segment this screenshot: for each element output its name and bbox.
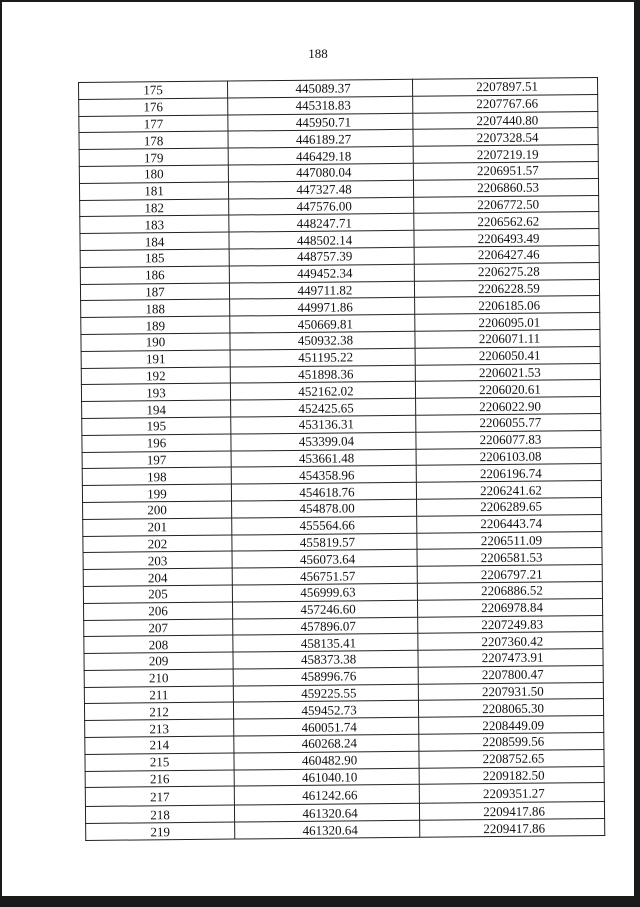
x-coordinate-cell: 453136.31 bbox=[231, 415, 416, 434]
point-number-cell: 198 bbox=[82, 467, 231, 485]
y-coordinate-cell: 2207473.91 bbox=[418, 649, 603, 668]
point-number-cell: 213 bbox=[85, 719, 234, 737]
y-coordinate-cell: 2206493.49 bbox=[414, 229, 599, 248]
point-number-cell: 210 bbox=[84, 669, 233, 687]
point-number-cell: 211 bbox=[84, 686, 233, 704]
point-number-cell: 180 bbox=[79, 165, 228, 183]
x-coordinate-cell: 455564.66 bbox=[232, 516, 417, 535]
coordinates-table bbox=[78, 77, 605, 841]
x-coordinate-cell: 454878.00 bbox=[232, 499, 417, 518]
point-number-cell: 205 bbox=[83, 585, 232, 603]
point-number-cell: 217 bbox=[85, 787, 234, 807]
y-coordinate-cell: 2206021.53 bbox=[415, 363, 600, 382]
document-page bbox=[2, 2, 634, 900]
point-number-cell: 179 bbox=[79, 148, 228, 166]
x-coordinate-cell: 456999.63 bbox=[232, 583, 417, 602]
x-coordinate-cell: 446429.18 bbox=[228, 146, 413, 165]
x-coordinate-cell: 458373.38 bbox=[233, 650, 418, 669]
y-coordinate-cell: 2209417.86 bbox=[419, 802, 604, 821]
y-coordinate-cell: 2208065.30 bbox=[418, 699, 603, 718]
y-coordinate-cell: 2206196.74 bbox=[416, 464, 601, 483]
x-coordinate-cell: 458996.76 bbox=[233, 667, 418, 686]
x-coordinate-cell: 455819.57 bbox=[232, 533, 417, 552]
point-number-cell: 207 bbox=[84, 619, 233, 637]
y-coordinate-cell: 2206241.62 bbox=[416, 481, 601, 500]
x-coordinate-cell: 446189.27 bbox=[228, 130, 413, 149]
point-number-cell: 178 bbox=[79, 131, 228, 149]
y-coordinate-cell: 2206022.90 bbox=[416, 397, 601, 416]
y-coordinate-cell: 2208599.56 bbox=[419, 733, 604, 752]
point-number-cell: 209 bbox=[84, 652, 233, 670]
point-number-cell: 206 bbox=[84, 602, 233, 620]
x-coordinate-cell: 457246.60 bbox=[232, 600, 417, 619]
x-coordinate-cell: 447576.00 bbox=[229, 197, 414, 216]
y-coordinate-cell: 2207360.42 bbox=[418, 632, 603, 651]
y-coordinate-cell: 2206020.61 bbox=[415, 380, 600, 399]
point-number-cell: 188 bbox=[81, 299, 230, 317]
x-coordinate-cell: 450932.38 bbox=[230, 331, 415, 350]
point-number-cell: 175 bbox=[79, 81, 228, 99]
x-coordinate-cell: 452425.65 bbox=[231, 398, 416, 417]
point-number-cell: 192 bbox=[81, 367, 230, 385]
y-coordinate-cell: 2206562.62 bbox=[414, 212, 599, 231]
x-coordinate-cell: 448502.14 bbox=[229, 230, 414, 249]
y-coordinate-cell: 2206978.84 bbox=[417, 598, 602, 617]
y-coordinate-cell: 2206228.59 bbox=[414, 279, 599, 298]
x-coordinate-cell: 454358.96 bbox=[231, 466, 416, 485]
y-coordinate-cell: 2207897.51 bbox=[412, 78, 597, 97]
point-number-cell: 184 bbox=[80, 232, 229, 250]
point-number-cell: 189 bbox=[81, 316, 230, 334]
x-coordinate-cell: 459452.73 bbox=[233, 701, 418, 720]
point-number-cell: 176 bbox=[79, 98, 228, 116]
x-coordinate-cell: 447080.04 bbox=[228, 163, 413, 182]
point-number-cell: 199 bbox=[82, 484, 231, 502]
x-coordinate-cell: 460268.24 bbox=[234, 734, 419, 753]
x-coordinate-cell: 445950.71 bbox=[228, 113, 413, 132]
y-coordinate-cell: 2206886.52 bbox=[417, 581, 602, 600]
x-coordinate-cell: 452162.02 bbox=[230, 382, 415, 401]
y-coordinate-cell: 2206511.09 bbox=[417, 531, 602, 550]
y-coordinate-cell: 2206071.11 bbox=[415, 329, 600, 348]
y-coordinate-cell: 2206055.77 bbox=[416, 413, 601, 432]
y-coordinate-cell: 2206427.46 bbox=[414, 245, 599, 264]
coordinates-table-wrapper bbox=[78, 77, 591, 841]
point-number-cell: 197 bbox=[82, 451, 231, 469]
x-coordinate-cell: 456751.57 bbox=[232, 566, 417, 585]
x-coordinate-cell: 451195.22 bbox=[230, 348, 415, 367]
y-coordinate-cell: 2207219.19 bbox=[413, 145, 598, 164]
point-number-cell: 195 bbox=[82, 417, 231, 435]
scan-border bbox=[2, 896, 634, 900]
y-coordinate-cell: 2206095.01 bbox=[415, 313, 600, 332]
point-number-cell: 196 bbox=[82, 434, 231, 452]
point-number-cell: 218 bbox=[85, 806, 234, 824]
y-coordinate-cell: 2206581.53 bbox=[417, 548, 602, 567]
point-number-cell: 212 bbox=[84, 703, 233, 721]
y-coordinate-cell: 2207249.83 bbox=[418, 615, 603, 634]
y-coordinate-cell: 2206289.65 bbox=[417, 497, 602, 516]
point-number-cell: 204 bbox=[83, 568, 232, 586]
y-coordinate-cell: 2209351.27 bbox=[419, 783, 604, 804]
y-coordinate-cell: 2206860.53 bbox=[413, 178, 598, 197]
x-coordinate-cell: 445089.37 bbox=[227, 79, 412, 98]
y-coordinate-cell: 2207440.80 bbox=[413, 111, 598, 130]
y-coordinate-cell: 2207931.50 bbox=[418, 682, 603, 701]
x-coordinate-cell: 448757.39 bbox=[229, 247, 414, 266]
page-number: 188 bbox=[308, 46, 328, 61]
x-coordinate-cell: 453661.48 bbox=[231, 449, 416, 468]
y-coordinate-cell: 2208752.65 bbox=[419, 749, 604, 768]
x-coordinate-cell: 445318.83 bbox=[228, 96, 413, 115]
x-coordinate-cell: 449971.86 bbox=[230, 298, 415, 317]
point-number-cell: 215 bbox=[85, 753, 234, 771]
point-number-cell: 200 bbox=[83, 501, 232, 519]
point-number-cell: 216 bbox=[85, 770, 234, 788]
x-coordinate-cell: 454618.76 bbox=[231, 482, 416, 501]
point-number-cell: 194 bbox=[82, 400, 231, 418]
point-number-cell: 193 bbox=[81, 383, 230, 401]
y-coordinate-cell: 2207328.54 bbox=[413, 128, 598, 147]
y-coordinate-cell: 2206951.57 bbox=[413, 161, 598, 180]
point-number-cell: 182 bbox=[80, 199, 229, 217]
x-coordinate-cell: 461242.66 bbox=[234, 785, 419, 806]
y-coordinate-cell: 2206077.83 bbox=[416, 430, 601, 449]
point-number-cell: 177 bbox=[79, 115, 228, 133]
point-number-cell: 190 bbox=[81, 333, 230, 351]
x-coordinate-cell: 461040.10 bbox=[234, 768, 419, 787]
point-number-cell: 181 bbox=[79, 182, 228, 200]
x-coordinate-cell: 461320.64 bbox=[234, 804, 419, 823]
point-number-cell: 187 bbox=[80, 283, 229, 301]
x-coordinate-cell: 450669.81 bbox=[230, 314, 415, 333]
x-coordinate-cell: 449452.34 bbox=[229, 264, 414, 283]
point-number-cell: 214 bbox=[85, 736, 234, 754]
y-coordinate-cell: 2207800.47 bbox=[418, 665, 603, 684]
y-coordinate-cell: 2206103.08 bbox=[416, 447, 601, 466]
x-coordinate-cell: 448247.71 bbox=[229, 214, 414, 233]
y-coordinate-cell: 2206772.50 bbox=[414, 195, 599, 214]
point-number-cell: 201 bbox=[83, 518, 232, 536]
y-coordinate-cell: 2206185.06 bbox=[415, 296, 600, 315]
y-coordinate-cell: 2206797.21 bbox=[417, 565, 602, 584]
y-coordinate-cell: 2206050.41 bbox=[415, 346, 600, 365]
y-coordinate-cell: 2209182.50 bbox=[419, 766, 604, 785]
y-coordinate-cell: 2207767.66 bbox=[413, 94, 598, 113]
point-number-cell: 186 bbox=[80, 266, 229, 284]
point-number-cell: 203 bbox=[83, 551, 232, 569]
x-coordinate-cell: 460051.74 bbox=[234, 718, 419, 737]
x-coordinate-cell: 460482.90 bbox=[234, 751, 419, 770]
y-coordinate-cell: 2206275.28 bbox=[414, 262, 599, 281]
x-coordinate-cell: 456073.64 bbox=[232, 550, 417, 569]
point-number-cell: 191 bbox=[81, 350, 230, 368]
y-coordinate-cell: 2206443.74 bbox=[417, 514, 602, 533]
point-number-cell: 208 bbox=[84, 635, 233, 653]
point-number-cell: 219 bbox=[86, 822, 235, 840]
x-coordinate-cell: 449711.82 bbox=[229, 281, 414, 300]
y-coordinate-cell: 2208449.09 bbox=[419, 716, 604, 735]
x-coordinate-cell: 453399.04 bbox=[231, 432, 416, 451]
x-coordinate-cell: 457896.07 bbox=[233, 617, 418, 636]
x-coordinate-cell: 451898.36 bbox=[230, 365, 415, 384]
point-number-cell: 183 bbox=[80, 215, 229, 233]
x-coordinate-cell: 458135.41 bbox=[233, 634, 418, 653]
point-number-cell: 185 bbox=[80, 249, 229, 267]
y-coordinate-cell: 2209417.86 bbox=[420, 819, 605, 838]
x-coordinate-cell: 459225.55 bbox=[233, 684, 418, 703]
point-number-cell: 202 bbox=[83, 535, 232, 553]
x-coordinate-cell: 447327.48 bbox=[228, 180, 413, 199]
coordinates-table-body bbox=[79, 78, 605, 841]
x-coordinate-cell: 461320.64 bbox=[235, 821, 420, 840]
